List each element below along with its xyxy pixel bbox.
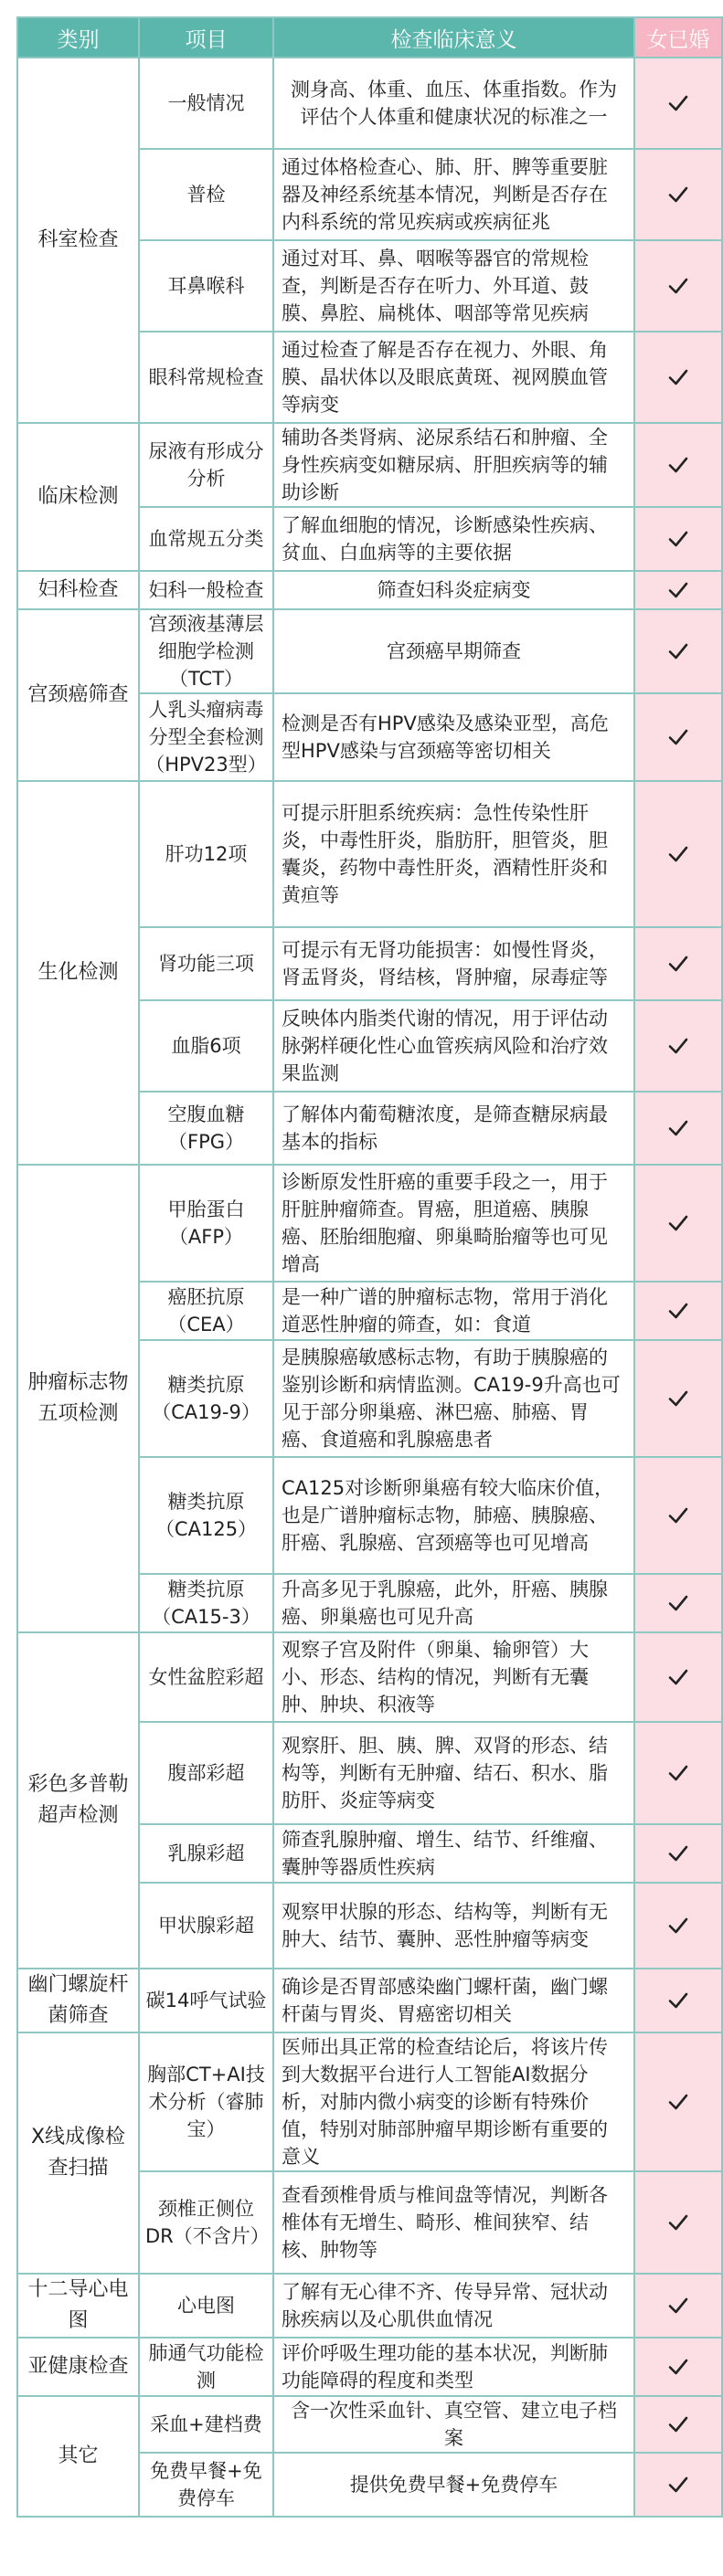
item-cell: 癌胚抗原（CEA） [139, 1282, 273, 1340]
item-cell: 妇科一般检查 [139, 571, 273, 609]
significance-cell: 查看颈椎骨质与椎间盘等情况，判断各椎体有无增生、畸形、椎间狭窄、结核、肿物等 [273, 2171, 634, 2274]
significance-cell: 观察子宫及附件（卵巢、输卵管）大小、形态、结构的情况，判断有无囊肿、肿块、积液等 [273, 1632, 634, 1722]
married-female-cell [634, 571, 722, 609]
table-header [17, 17, 722, 58]
check-icon [667, 2212, 689, 2233]
check-icon [667, 843, 689, 865]
table-body [17, 58, 722, 2517]
married-female-cell [634, 693, 722, 781]
check-icon [667, 1300, 689, 1322]
table-row [17, 571, 722, 609]
check-icon [667, 2295, 689, 2317]
item-cell: 普检 [139, 149, 273, 240]
significance-cell: 升高多见于乳腺癌，此外，肝癌、胰腺癌、卵巢癌也可见升高 [273, 1574, 634, 1632]
category-cell: 生化检测 [17, 781, 139, 1165]
table-row [17, 1165, 722, 1282]
item-cell: 胸部CT+AI技术分析（睿肺宝） [139, 2032, 273, 2171]
table-row [17, 609, 722, 693]
check-icon [667, 275, 689, 297]
category-cell: X线成像检查扫描 [17, 2032, 139, 2274]
item-cell: 女性盆腔彩超 [139, 1632, 273, 1722]
item-cell: 空腹血糖（FPG） [139, 1092, 273, 1165]
item-cell: 采血+建档费 [139, 2396, 273, 2453]
item-cell: 血常规五分类 [139, 507, 273, 571]
significance-cell: 医师出具正常的检查结论后，将该片传到大数据平台进行人工智能AI数据分析，对肺内微小病变的诊断有特殊价值，特别对肺部肿瘤早期诊断有重要的意义 [273, 2032, 634, 2171]
married-female-cell [634, 2338, 722, 2396]
item-cell: 乳腺彩超 [139, 1824, 273, 1883]
significance-cell: 测身高、体重、血压、体重指数。作为评估个人体重和健康状况的标准之一 [273, 58, 634, 149]
significance-cell: 通过检查了解是否存在视力、外眼、角膜、晶状体以及眼底黄斑、视网膜血管等病变 [273, 332, 634, 423]
married-female-cell [634, 507, 722, 571]
significance-cell: 是一种广谱的肿瘤标志物，常用于消化道恶性肿瘤的筛查，如：食道 [273, 1282, 634, 1340]
header-married-female: 女已婚 [634, 17, 722, 58]
married-female-cell [634, 1969, 722, 2032]
header-category: 类别 [17, 17, 139, 58]
item-cell: 免费早餐+免费停车 [139, 2453, 273, 2517]
item-cell: 心电图 [139, 2274, 273, 2338]
table-row [17, 1969, 722, 2032]
significance-cell: 诊断原发性肝癌的重要手段之一，用于肝脏肿瘤筛查。胃癌，胆道癌、胰腺癌、胚胎细胞瘤、卵巢畸胎瘤等也可见增高 [273, 1165, 634, 1282]
married-female-cell [634, 1883, 722, 1969]
item-cell: 颈椎正侧位DR（不含片） [139, 2171, 273, 2274]
check-icon [667, 2413, 689, 2435]
header-significance: 检查临床意义 [273, 17, 634, 58]
check-icon [667, 366, 689, 388]
item-cell: 肺通气功能检测 [139, 2338, 273, 2396]
significance-cell: 辅助各类肾病、泌尿系结石和肿瘤、全身性疾病变如糖尿病、肝胆疾病等的辅助诊断 [273, 423, 634, 507]
significance-cell: 了解血细胞的情况，诊断感染性疾病、贫血、白血病等的主要依据 [273, 507, 634, 571]
married-female-cell [634, 149, 722, 240]
item-cell: 糖类抗原（CA125） [139, 1457, 273, 1574]
table-row [17, 2274, 722, 2338]
table-row [17, 2338, 722, 2396]
married-female-cell [634, 2274, 722, 2338]
check-icon [667, 1842, 689, 1864]
married-female-cell [634, 332, 722, 423]
category-cell: 妇科检查 [17, 571, 139, 609]
category-cell: 临床检测 [17, 423, 139, 571]
significance-cell: 观察甲状腺的形态、结构等，判断有无肿大、结节、囊肿、恶性肿瘤等病变 [273, 1883, 634, 1969]
check-icon [667, 184, 689, 206]
check-icon [667, 640, 689, 662]
category-cell: 其它 [17, 2396, 139, 2517]
check-icon [667, 2474, 689, 2496]
item-cell: 眼科常规检查 [139, 332, 273, 423]
significance-cell: 宫颈癌早期筛查 [273, 609, 634, 693]
item-cell: 血脂6项 [139, 1000, 273, 1092]
married-female-cell [634, 1000, 722, 1092]
category-cell: 十二导心电图 [17, 2274, 139, 2338]
significance-cell: 可提示有无肾功能损害：如慢性肾炎，肾盂肾炎，肾结核，肾肿瘤，尿毒症等 [273, 927, 634, 1000]
married-female-cell [634, 1340, 722, 1457]
check-icon [667, 1035, 689, 1057]
significance-cell: 检测是否有HPV感染及感染亚型，高危型HPV感染与宫颈癌等密切相关 [273, 693, 634, 781]
married-female-cell [634, 1722, 722, 1824]
table-row [17, 2396, 722, 2453]
item-cell: 肝功12项 [139, 781, 273, 927]
significance-cell: 通过对耳、鼻、咽喉等器官的常规检查，判断是否存在听力、外耳道、鼓膜、鼻腔、扁桃体、咽部等常见疾病 [273, 240, 634, 332]
category-cell: 幽门螺旋杆菌筛查 [17, 1969, 139, 2032]
married-female-cell [634, 1092, 722, 1165]
check-icon [667, 1388, 689, 1409]
check-icon [667, 1990, 689, 2011]
item-cell: 甲胎蛋白（AFP） [139, 1165, 273, 1282]
married-female-cell [634, 1165, 722, 1282]
table-row [17, 781, 722, 927]
married-female-cell [634, 2396, 722, 2453]
married-female-cell [634, 2171, 722, 2274]
significance-cell: 是胰腺癌敏感标志物，有助于胰腺癌的鉴别诊断和病情监测。CA19-9升高也可见于部分卵巢癌、淋巴癌、肺癌、胃癌、食道癌和乳腺癌患者 [273, 1340, 634, 1457]
significance-cell: 反映体内脂类代谢的情况，用于评估动脉粥样硬化性心血管疾病风险和治疗效果监测 [273, 1000, 634, 1092]
category-cell: 科室检查 [17, 58, 139, 423]
check-icon [667, 1504, 689, 1526]
header-item: 项目 [139, 17, 273, 58]
check-icon [667, 92, 689, 114]
check-icon [667, 1666, 689, 1688]
table-row [17, 58, 722, 149]
significance-cell: 筛查妇科炎症病变 [273, 571, 634, 609]
significance-cell: 评价呼吸生理功能的基本状况，判断肺功能障碍的程度和类型 [273, 2338, 634, 2396]
table-row [17, 1632, 722, 1722]
check-icon [667, 1592, 689, 1614]
category-cell: 亚健康检查 [17, 2338, 139, 2396]
significance-cell: 筛查乳腺肿瘤、增生、结节、纤维瘤、囊肿等器质性疾病 [273, 1824, 634, 1883]
item-cell: 糖类抗原（CA15-3） [139, 1574, 273, 1632]
item-cell: 宫颈液基薄层细胞学检测（TCT） [139, 609, 273, 693]
category-cell: 宫颈癌筛查 [17, 609, 139, 781]
significance-cell: 了解体内葡萄糖浓度，是筛查糖尿病最基本的指标 [273, 1092, 634, 1165]
item-cell: 肾功能三项 [139, 927, 273, 1000]
item-cell: 尿液有形成分分析 [139, 423, 273, 507]
check-icon [667, 454, 689, 476]
married-female-cell [634, 609, 722, 693]
married-female-cell [634, 240, 722, 332]
check-icon [667, 1762, 689, 1784]
significance-cell: 含一次性采血针、真空管、建立电子档案 [273, 2396, 634, 2453]
significance-cell: CA125对诊断卵巢癌有较大临床价值，也是广谱肿瘤标志物，肺癌、胰腺癌、肝癌、乳腺癌、宫颈癌等也可见增高 [273, 1457, 634, 1574]
check-icon [667, 726, 689, 748]
check-icon [667, 1915, 689, 1937]
checkup-table [16, 16, 723, 2518]
check-icon [667, 528, 689, 550]
item-cell: 糖类抗原（CA19-9） [139, 1340, 273, 1457]
check-icon [667, 579, 689, 601]
table-row [17, 423, 722, 507]
married-female-cell [634, 58, 722, 149]
significance-cell: 观察肝、胆、胰、脾、双肾的形态、结构等，判断有无肿瘤、结石、积水、脂肪肝、炎症等病变 [273, 1722, 634, 1824]
significance-cell: 可提示肝胆系统疾病：急性传染性肝炎，中毒性肝炎，脂肪肝，胆管炎，胆囊炎，药物中毒性肝炎，酒精性肝炎和黄疸等 [273, 781, 634, 927]
married-female-cell [634, 1457, 722, 1574]
married-female-cell [634, 1574, 722, 1632]
item-cell: 腹部彩超 [139, 1722, 273, 1824]
category-cell: 彩色多普勒超声检测 [17, 1632, 139, 1969]
significance-cell: 了解有无心律不齐、传导异常、冠状动脉疾病以及心肌供血情况 [273, 2274, 634, 2338]
married-female-cell [634, 2032, 722, 2171]
significance-cell: 提供免费早餐+免费停车 [273, 2453, 634, 2517]
item-cell: 碳14呼气试验 [139, 1969, 273, 2032]
significance-cell: 确诊是否胃部感染幽门螺杆菌，幽门螺杆菌与胃炎、胃癌密切相关 [273, 1969, 634, 2032]
check-icon [667, 2091, 689, 2113]
married-female-cell [634, 1282, 722, 1340]
category-cell: 肿瘤标志物五项检测 [17, 1165, 139, 1632]
table-row [17, 2032, 722, 2171]
married-female-cell [634, 2453, 722, 2517]
married-female-cell [634, 781, 722, 927]
item-cell: 一般情况 [139, 58, 273, 149]
married-female-cell [634, 1824, 722, 1883]
check-icon [667, 1117, 689, 1139]
check-icon [667, 953, 689, 975]
married-female-cell [634, 1632, 722, 1722]
item-cell: 耳鼻喉科 [139, 240, 273, 332]
item-cell: 甲状腺彩超 [139, 1883, 273, 1969]
married-female-cell [634, 927, 722, 1000]
item-cell: 人乳头瘤病毒分型全套检测（HPV23型） [139, 693, 273, 781]
married-female-cell [634, 423, 722, 507]
check-icon [667, 1212, 689, 1234]
significance-cell: 通过体格检查心、肺、肝、脾等重要脏器及神经系统基本情况，判断是否存在内科系统的常见疾病或疾病征兆 [273, 149, 634, 240]
check-icon [667, 2356, 689, 2378]
